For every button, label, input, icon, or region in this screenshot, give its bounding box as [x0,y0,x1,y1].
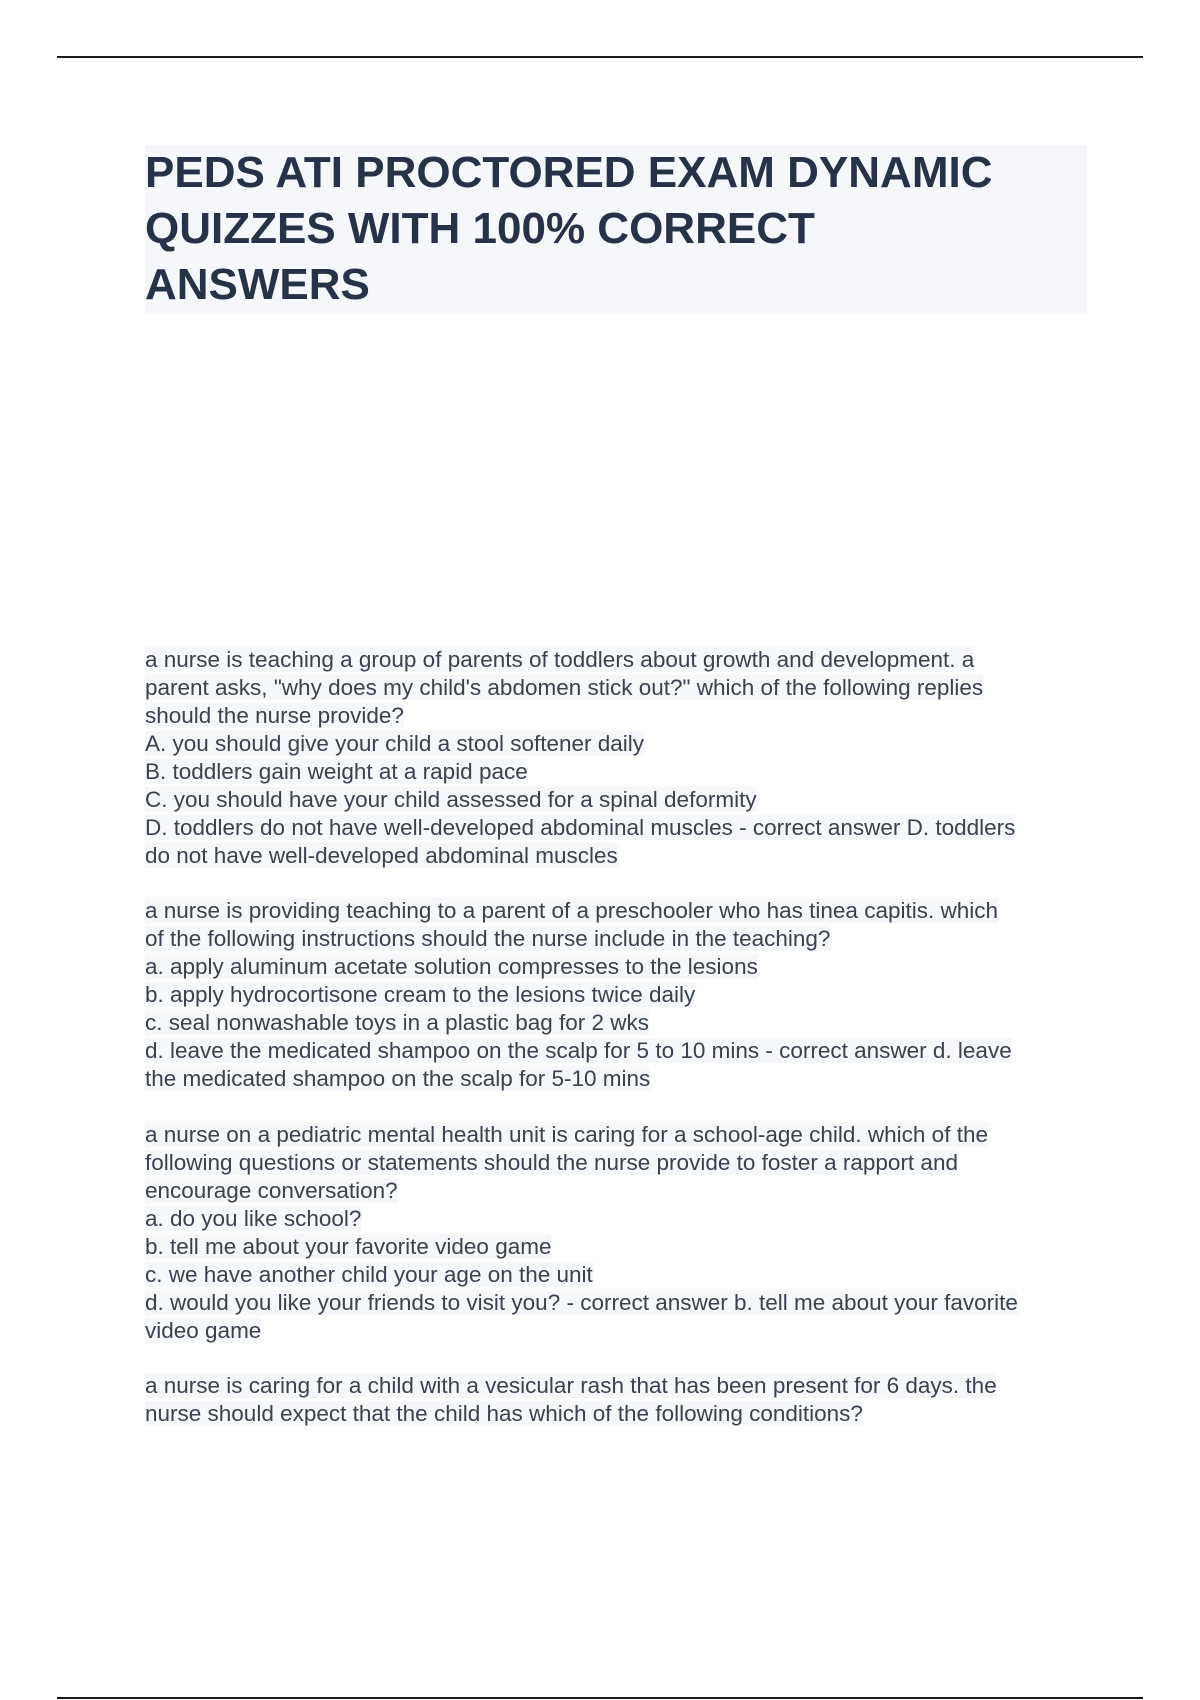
title-line: QUIZZES WITH 100% CORRECT [145,204,815,253]
answer-option: C. you should have your child assessed for a spinal deformity [145,787,757,812]
answer-option: c. seal nonwashable toys in a plastic bag for 2 wks [145,1010,650,1035]
title-line: PEDS ATI PROCTORED EXAM DYNAMIC [145,148,993,197]
question-line: encourage conversation? [145,1178,398,1203]
question-block [145,646,1087,870]
answer-option: B. toddlers gain weight at a rapid pace [145,759,528,784]
question-line: a nurse is teaching a group of parents of toddlers about growth and development. a [145,647,975,672]
answer-option: c. we have another child your age on the unit [145,1262,593,1287]
correct-answer: the medicated shampoo on the scalp for 5-10 mins [145,1066,651,1091]
question-line: parent asks, "why does my child's abdomen stick out?" which of the following replies [145,675,984,700]
footer-rule [57,1697,1143,1699]
answer-option: b. tell me about your favorite video game [145,1234,552,1259]
document-title [145,145,1087,313]
title-line: ANSWERS [145,260,370,309]
question-line: of the following instructions should the nurse include in the teaching? [145,926,831,951]
header-rule [57,56,1143,58]
answer-option: d. would you like your friends to visit you? - correct answer b. tell me about your favorite [145,1290,1018,1315]
answer-option: D. toddlers do not have well-developed abdominal muscles - correct answer D. toddlers [145,815,1016,840]
correct-answer: do not have well-developed abdominal muscles [145,843,618,868]
question-line: should the nurse provide? [145,703,404,728]
answer-option: a. do you like school? [145,1206,362,1231]
question-line: nurse should expect that the child has which of the following conditions? [145,1401,863,1426]
question-line: following questions or statements should the nurse provide to foster a rapport and [145,1150,958,1175]
question-line: a nurse on a pediatric mental health unit is caring for a school-age child. which of the [145,1122,988,1147]
correct-answer: video game [145,1318,262,1343]
question-line: a nurse is providing teaching to a parent of a preschooler who has tinea capitis. which [145,898,999,923]
answer-option: A. you should give your child a stool softener daily [145,731,645,756]
question-block [145,897,1087,1093]
question-block [145,1372,1087,1428]
answer-option: a. apply aluminum acetate solution compresses to the lesions [145,954,758,979]
answer-option: b. apply hydrocortisone cream to the lesions twice daily [145,982,696,1007]
answer-option: d. leave the medicated shampoo on the scalp for 5 to 10 mins - correct answer d. leave [145,1038,1012,1063]
question-line: a nurse is caring for a child with a vesicular rash that has been present for 6 days. the [145,1373,997,1398]
question-block [145,1121,1087,1345]
